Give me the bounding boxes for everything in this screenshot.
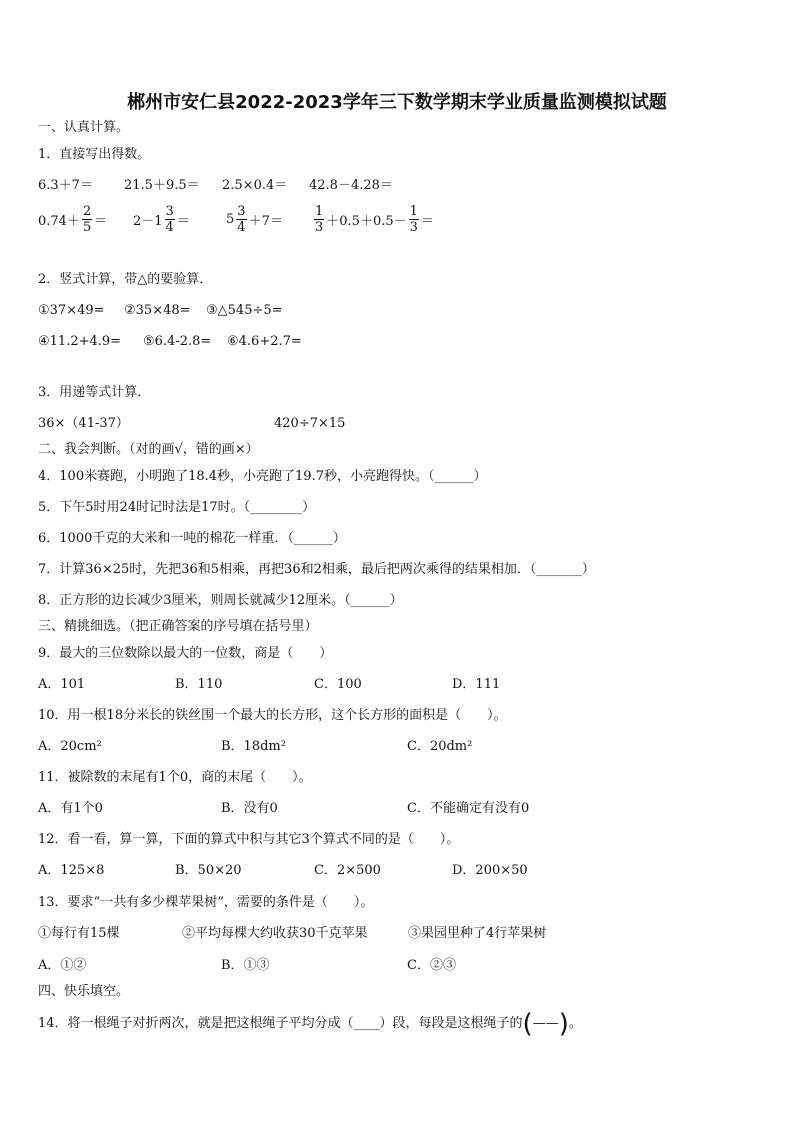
- q3-item-2: 420÷7×15: [274, 416, 346, 431]
- q2-item-5: ⑤6.4-2.8=: [143, 334, 212, 349]
- q9-option-b: B．110: [175, 677, 223, 692]
- fraction: $\frac{1}{3}$: [409, 204, 418, 235]
- fraction-blank-line: ——: [532, 1016, 559, 1031]
- question-2: 2．竖式计算，带△的要验算．: [38, 272, 213, 287]
- q2-item-6: ⑥4.6+2.7=: [227, 334, 302, 349]
- q13-condition-3: ③果园里种了4行苹果树: [408, 926, 547, 941]
- q10-option-b: B．18dm²: [221, 739, 286, 754]
- q2-item-3: ③△545÷5=: [206, 303, 283, 318]
- q11-option-a: A．有1个0: [38, 801, 103, 816]
- section-2-heading: 二、我会判断。（对的画√，错的画×）: [38, 442, 259, 457]
- q12-option-b: B．50×20: [175, 863, 242, 878]
- question-3: 3．用递等式计算．: [38, 385, 151, 400]
- question-7: 7．计算36×25时，先把36和5相乘，再把36和2相乘，最后把两次乘得的结果相加．（_______）: [38, 562, 595, 577]
- q3-item-1: 36×（41-37）: [38, 416, 129, 431]
- fraction-blank-open: (: [522, 1009, 533, 1039]
- question-13: 13．要求“一共有多少棵苹果树”，需要的条件是（ ）。: [38, 895, 374, 910]
- question-1: 1．直接写出得数。: [38, 147, 151, 162]
- fraction: $\frac{3}{4}$: [165, 204, 174, 235]
- question-11: 11．被除数的末尾有1个0，商的末尾（ ）。: [38, 770, 312, 785]
- question-6: 6．1000千克的大米和一吨的棉花一样重．（______）: [38, 531, 346, 546]
- section-1-heading: 一、认真计算。: [38, 120, 130, 135]
- q1-fraction-expr-4: $\frac{1}{3}$ ＋0.5＋0.5－ $\frac{1}{3}$ ＝: [315, 204, 434, 235]
- q1-expr-1: 6.3＋7＝: [38, 178, 93, 193]
- question-12: 12．看一看，算一算，下面的算式中积与其它3个算式不同的是（ ）。: [38, 832, 460, 847]
- section-3-heading: 三、精挑细选。（把正确答案的序号填在括号里）: [38, 619, 318, 634]
- q2-item-1: ①37×49=: [38, 303, 105, 318]
- q12-option-d: D．200×50: [452, 863, 528, 878]
- q2-item-4: ④11.2+4.9=: [38, 334, 122, 349]
- section-4-heading: 四、快乐填空。: [38, 984, 130, 999]
- fraction: $\frac{2}{5}$: [82, 204, 92, 235]
- question-8: 8．正方形的边长减少3厘米，则周长就减少12厘米。（______）: [38, 593, 403, 608]
- q10-option-c: C．20dm²: [407, 739, 473, 754]
- question-9: 9．最大的三位数除以最大的一位数，商是（ ）: [38, 646, 333, 661]
- fraction: $\frac{3}{4}$: [237, 204, 246, 235]
- q9-option-d: D．111: [452, 677, 501, 692]
- question-5: 5．下午5时用24时记时法是17时。（________）: [38, 500, 316, 515]
- q11-option-c: C．不能确定有没有0: [407, 801, 530, 816]
- q1-fraction-expr-3: 5 $\frac{3}{4}$ ＋7＝: [226, 204, 283, 235]
- page-title: 郴州市安仁县2022-2023学年三下数学期末学业质量监测模拟试题: [127, 92, 667, 113]
- q13-option-c: C．②③: [407, 958, 456, 973]
- q13-option-a: A．①②: [38, 958, 87, 973]
- q13-option-b: B．①③: [221, 958, 270, 973]
- q1-expr-3: 2.5×0.4＝: [222, 178, 288, 193]
- q10-option-a: A．20cm²: [38, 739, 102, 754]
- q1-fraction-expr-2: 2－1 $\frac{3}{4}$ ＝: [133, 204, 190, 235]
- question-14: 14．将一根绳子对折两次，就是把这根绳子平均分成（____）段，每段是这根绳子的 ( —— ) 。: [38, 1009, 582, 1039]
- fraction: $\frac{1}{3}$: [315, 204, 324, 235]
- q13-condition-1: ①每行有15棵: [38, 926, 120, 941]
- fraction-blank-close: ): [558, 1009, 569, 1039]
- q2-item-2: ②35×48=: [124, 303, 191, 318]
- q12-option-c: C．2×500: [314, 863, 381, 878]
- q12-option-a: A．125×8: [38, 863, 105, 878]
- q13-condition-2: ②平均每棵大约收获30千克苹果: [182, 926, 368, 941]
- q1-fraction-expr-1: 0.74＋ $\frac{2}{5}$ ＝: [38, 204, 108, 235]
- q9-option-a: A．101: [38, 677, 86, 692]
- question-10: 10．用一根18分米长的铁丝围一个最大的长方形，这个长方形的面积是（ ）。: [38, 708, 507, 723]
- question-4: 4．100米赛跑，小明跑了18.4秒，小亮跑了19.7秒，小亮跑得快。（______）: [38, 469, 487, 484]
- q11-option-b: B．没有0: [221, 801, 278, 816]
- q1-expr-4: 42.8－4.28＝: [309, 178, 393, 193]
- q1-expr-2: 21.5＋9.5＝: [124, 178, 200, 193]
- q9-option-c: C．100: [314, 677, 362, 692]
